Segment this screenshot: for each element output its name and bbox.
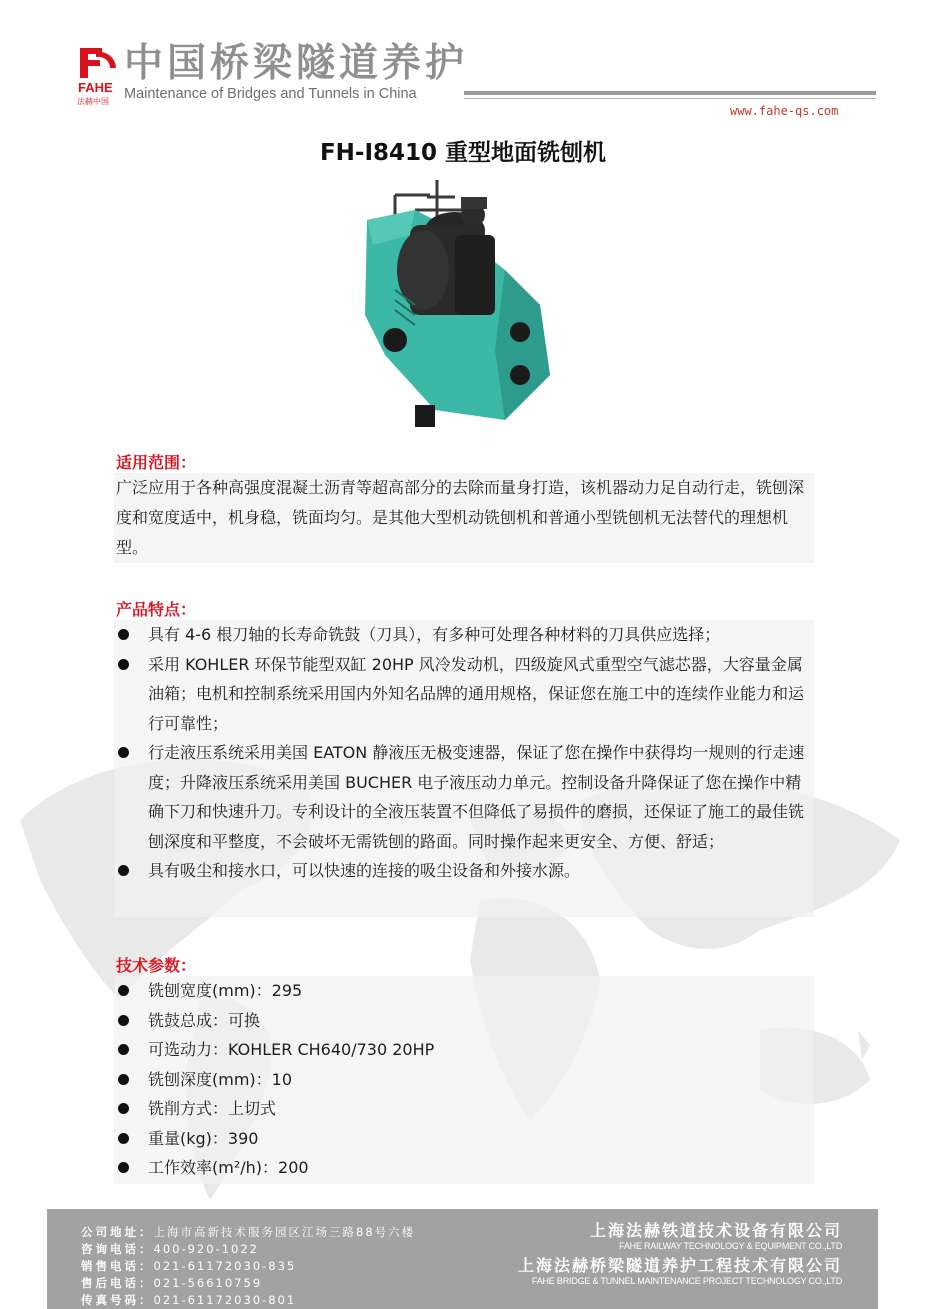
list-item xyxy=(114,1035,814,1065)
features-list xyxy=(114,620,814,886)
contact-label: 售后电话： xyxy=(81,1276,154,1290)
feature-text: 具有 4-6 根刀轴的长寿命铣鼓（刀具），有多种可处理各种材料的刀具供应选择； xyxy=(148,625,721,644)
contact-value: 400-920-1022 xyxy=(153,1242,259,1256)
contact-row xyxy=(81,1241,415,1258)
company-railway xyxy=(590,1221,842,1252)
contact-value: 021-61172030-801 xyxy=(153,1293,297,1307)
header-rule-thin xyxy=(464,98,876,99)
contact-value: 021-56610759 xyxy=(153,1276,263,1290)
brand-title-en: Maintenance of Bridges and Tunnels in China xyxy=(124,86,417,102)
fahe-logo-icon xyxy=(76,44,120,106)
bullet-icon xyxy=(118,1044,129,1055)
list-item xyxy=(114,738,814,856)
bullet-icon xyxy=(118,659,129,670)
bullet-icon xyxy=(118,1015,129,1026)
website-link[interactable]: www.fahe-qs.com xyxy=(730,104,839,118)
bullet-icon xyxy=(118,865,129,876)
list-item xyxy=(114,1153,814,1183)
contact-label: 销售电话： xyxy=(81,1259,154,1273)
list-item xyxy=(114,620,814,650)
contact-label: 咨询电话： xyxy=(81,1242,154,1256)
bullet-icon xyxy=(118,1162,129,1173)
list-item xyxy=(114,650,814,739)
bullet-icon xyxy=(118,1133,129,1144)
spec-text: 铣刨深度(mm)：10 xyxy=(148,1069,293,1089)
specs-box xyxy=(114,976,814,1184)
specs-list xyxy=(114,976,814,1183)
contact-label: 传真号码： xyxy=(81,1293,154,1307)
scope-text: 广泛应用于各种高强度混凝土沥青等超高部分的去除而量身打造，该机器动力足自动行走，铣刨深度和宽度适中，机身稳，铣面均匀。是其他大型机动铣刨机和普通小型铣刨机无法替代的理想机型。 xyxy=(116,478,805,557)
feature-text: 行走液压系统采用美国 EATON 静液压无极变速器，保证了您在操作中获得均一规则的行走速度；升降液压系统采用美国 BUCHER 电子液压动力单元。控制设备升降保证了您在操作中精确下刀和快速升刀。专利设计的全液压装置不但降低了易损件的磨损，还保证了施工的最佳铣刨深度和平整度，不会破坏无需铣刨的路面。同时操作起来更安全、方便、舒适； xyxy=(148,743,805,851)
road-milling-machine-icon xyxy=(355,175,560,437)
list-item xyxy=(114,1065,814,1095)
scope-heading: 适用范围： xyxy=(116,453,197,472)
contact-row xyxy=(81,1275,415,1292)
contact-value: 上海市高新技术服务园区江场三路88号六楼 xyxy=(153,1225,416,1239)
spec-text: 铣削方式：上切式 xyxy=(148,1099,277,1118)
contact-label: 公司地址： xyxy=(81,1225,154,1239)
contact-row xyxy=(81,1224,415,1241)
specs-heading: 技术参数： xyxy=(116,956,197,975)
spec-text: 可选动力：KOHLER CH640/730 20HP xyxy=(148,1040,435,1059)
company-name-cn: 上海法赫桥梁隧道养护工程技术有限公司 xyxy=(517,1256,842,1275)
company-name-cn: 上海法赫铁道技术设备有限公司 xyxy=(589,1221,842,1240)
bullet-icon xyxy=(118,629,129,640)
list-item xyxy=(114,856,814,886)
list-item xyxy=(114,1124,814,1154)
list-item xyxy=(114,1006,814,1036)
contact-block xyxy=(81,1224,415,1309)
spec-text: 铣刨宽度(mm)：295 xyxy=(148,981,303,1000)
contact-row xyxy=(81,1292,415,1309)
company-name-en: FAHE BRIDGE & TUNNEL MAINTENANCE PROJECT TECHNOLOGY CO.,LTD xyxy=(531,1276,842,1286)
footer xyxy=(47,1209,878,1309)
feature-text: 具有吸尘和接水口，可以快速的连接的吸尘设备和外接水源。 xyxy=(148,861,581,880)
contact-value: 021-61172030-835 xyxy=(153,1259,297,1273)
company-name-en: FAHE RAILWAY TECHNOLOGY & EQUIPMENT CO.,LTD xyxy=(619,1241,842,1251)
bullet-icon xyxy=(118,1074,129,1085)
list-item xyxy=(114,1094,814,1124)
contact-row xyxy=(81,1258,415,1275)
scope-box xyxy=(114,473,814,563)
bullet-icon xyxy=(118,747,129,758)
spec-text: 工作效率(m²/h)：200 xyxy=(148,1158,309,1177)
logo-subtext: 法赫中国 xyxy=(77,97,109,106)
company-bridge-tunnel xyxy=(518,1256,842,1287)
list-item xyxy=(114,976,814,1006)
brand-title-cn: 中国桥梁隧道养护 xyxy=(124,41,469,86)
features-box xyxy=(114,620,814,917)
feature-text: 采用 KOHLER 环保节能型双缸 20HP 风冷发动机，四级旋风式重型空气滤芯器，大容量金属油箱；电机和控制系统采用国内外知名品牌的通用规格，保证您在施工中的连续作业能力和运行可靠性； xyxy=(148,654,805,733)
header-rule-thick xyxy=(464,91,876,95)
features-heading: 产品特点： xyxy=(116,600,197,619)
bullet-icon xyxy=(118,985,129,996)
document-title: FH-I8410 重型地面铣刨机 xyxy=(319,140,607,166)
bullet-icon xyxy=(118,1103,129,1114)
logo-text: FAHE xyxy=(78,80,113,95)
spec-text: 重量(kg)：390 xyxy=(148,1128,259,1148)
spec-text: 铣鼓总成：可换 xyxy=(148,1010,261,1030)
